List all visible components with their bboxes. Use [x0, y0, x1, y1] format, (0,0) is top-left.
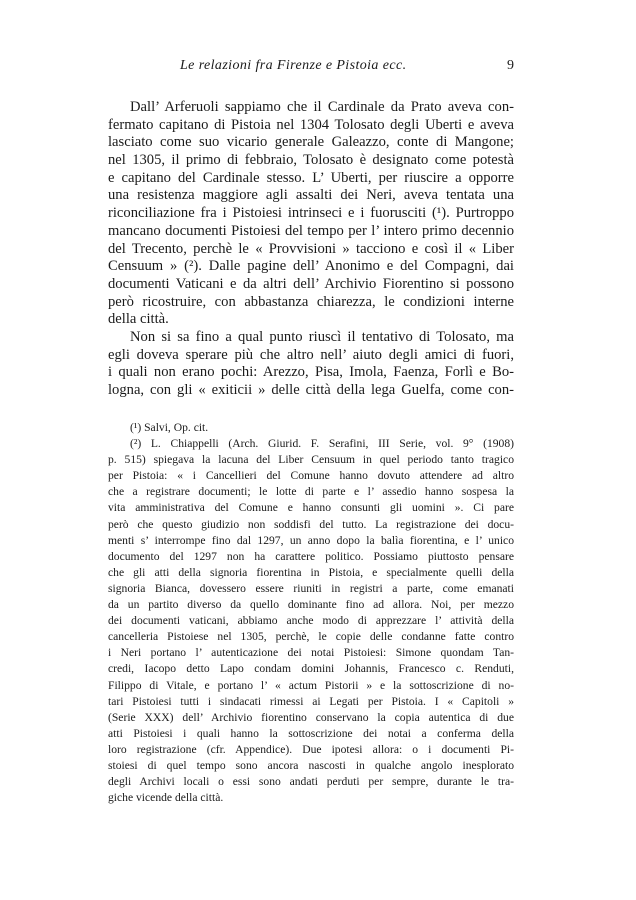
body-line: nel 1305, il primo di febbraio, Tolosato è designato come potestà	[108, 152, 514, 169]
footnote-line: cancelleria Pistoiese nel 1305, perchè, le copie delle condanne fatte contro	[108, 630, 514, 644]
body-line: però ricostruire, con abbastanza chiarezza, le condizioni interne	[108, 293, 514, 310]
page-number: 9	[507, 58, 514, 73]
body-line: e capitano del Cardinale stesso. L’ Uberti, per riuscire a opporre	[108, 169, 514, 186]
footnote-line: degli Archivi locali o essi sono andati perduti per sempre, durante le tra-	[108, 775, 514, 789]
footnote-line: per Pistoia: « i Cancellieri del Comune hanno dovuto attendere ad altro	[108, 469, 514, 483]
footnote-line: (Serie XXX) dell’ Archivio fiorentino conservano la copia autentica di due	[108, 710, 514, 724]
footnote-line: tari Pistoiesi tutti i sindacati rimessi ai Legati per Pistoia. I « Capitoli »	[108, 694, 514, 708]
footnote-line: che gli atti della signoria fiorentina in Pistoia, e specialmente quelli della	[108, 565, 514, 579]
body-line: documenti Vaticani e da altri dell’ Archivio Fiorentino si possono	[108, 275, 514, 292]
footnote-line: menti s’ interrompe fino dal 1297, un anno dopo la balìa fiorentina, e l’ unico	[108, 533, 514, 547]
footnote-line: signoria Bianca, dovessero essere riuniti in registri a parte, come emanati	[108, 581, 514, 595]
running-header	[108, 58, 514, 78]
body-line: Censuum » (²). Dalle pagine dell’ Anonimo e del Compagni, dai	[108, 258, 514, 275]
body-line: i quali non erano pochi: Arezzo, Pisa, Imola, Faenza, Forlì e Bo-	[108, 364, 514, 381]
footnote-line: da un partito diverso da quello dominante fino ad allora. Noi, per mezzo	[108, 598, 514, 612]
footnote-line: però che questo giudizio non soddisfi del tutto. La registrazione dei docu-	[108, 517, 514, 531]
body-line: una resistenza maggiore agli assalti dei Neri, aveva tentata una	[108, 187, 514, 204]
body-line: del Trecento, perchè le « Provvisioni » tacciono e così il « Liber	[108, 240, 514, 257]
footnote-line: documento del 1297 non ha carattere politico. Possiamo piuttosto pensare	[108, 549, 514, 563]
body-line: Dall’ Arferuoli sappiamo che il Cardinale da Prato aveva con-	[130, 99, 514, 115]
footnote-line: dei documenti vaticani, abbiamo anche modo di apprezzare l’ attività della	[108, 614, 514, 628]
body-line: egli doveva sperare più che altro nell’ aiuto degli amici di fuori,	[108, 346, 514, 363]
body-line: lasciato come suo vicario generale Galeazzo, conte di Mangone;	[108, 134, 514, 151]
body-line: della città.	[108, 311, 169, 328]
footnote-line: che a registrare documenti; le lotte di parte e l’ assedio hanno sospesa la	[108, 485, 514, 499]
footnote-line: vita amministrativa del Comune e hanno consunti gli uomini ». Ci pare	[108, 501, 514, 515]
main-text	[108, 99, 514, 400]
footnote-line: p. 515) spiegava la lacuna del Liber Censuum in quel periodo tanto tragico	[108, 453, 514, 467]
running-title: Le relazioni fra Firenze e Pistoia ecc.	[180, 58, 407, 73]
footnote-line: stoiesi di quel tempo sono ancora nascosti in qualche angolo inesplorato	[108, 758, 514, 772]
body-line: logna, con gli « exiticii » delle città della lega Guelfa, come con-	[108, 382, 514, 398]
footnote-line: Filippo di Vitale, e portano l’ « actum Pistorii » e la sottoscrizione di no-	[108, 678, 514, 692]
body-line: fermato capitano di Pistoia nel 1304 Tolosato degli Uberti e aveva	[108, 116, 514, 133]
body-line: riconciliazione fra i Pistoiesi intrinseci e i fuorusciti (¹). Purtroppo	[108, 205, 514, 222]
footnote-line: credi, Iacopo detto Lapo condam domini Johannis, Francesco c. Renduti,	[108, 662, 514, 676]
footnote-line: i Neri portano l’ autenticazione dei notai Pistoiesi: Simone quondam Tan-	[108, 646, 514, 660]
footnote-line: (¹) Salvi, Op. cit.	[130, 421, 209, 434]
footnote-line: loro registrazione (cfr. Appendice). Due ipotesi allora: o i documenti Pi-	[108, 742, 514, 756]
body-line: Non si sa fino a qual punto riuscì il tentativo di Tolosato, ma	[130, 328, 514, 345]
footnotes	[108, 420, 514, 806]
footnote-line: giche vicende della città.	[108, 791, 224, 805]
footnote-line: atti Pistoiesi i quali hanno la sottoscrizione dei notai a conferma della	[108, 726, 514, 740]
body-line: mancano documenti Pistoiesi del tempo per l’ intero primo decennio	[108, 222, 514, 239]
footnote-line: (²) L. Chiappelli (Arch. Giurid. F. Serafini, III Serie, vol. 9° (1908)	[130, 437, 514, 451]
